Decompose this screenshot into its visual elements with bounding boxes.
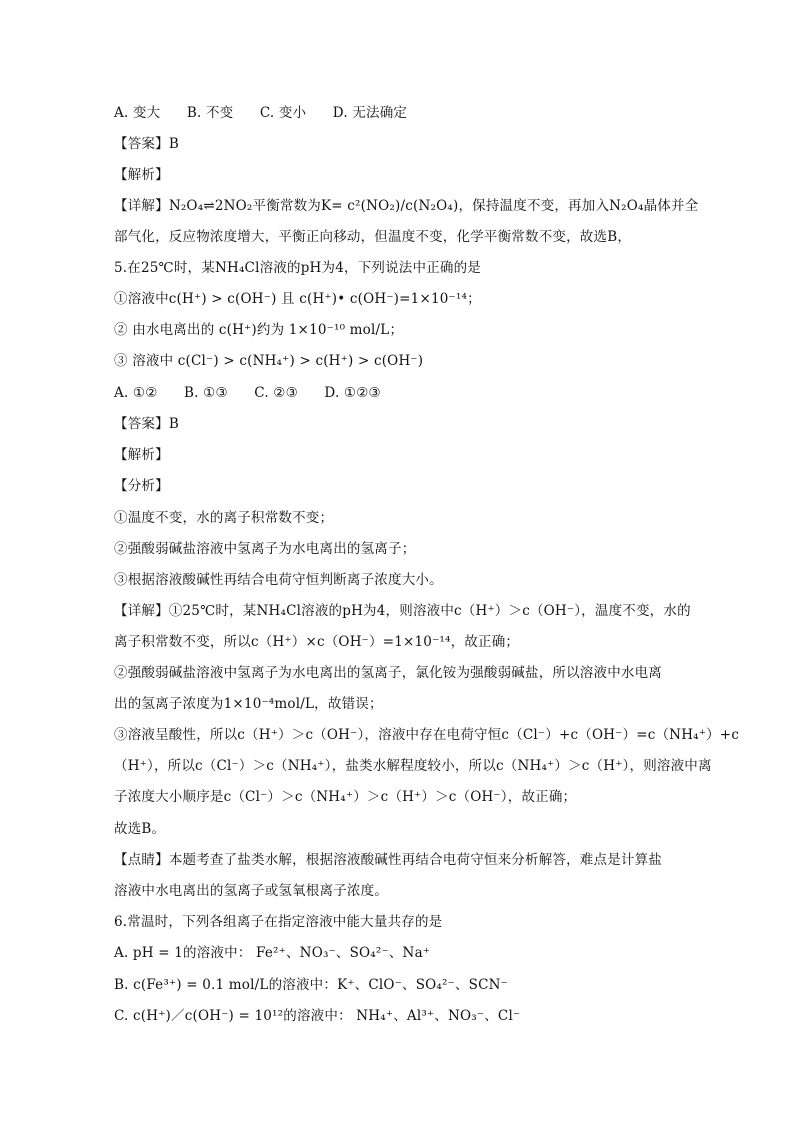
q4-option-d: D. 无法确定: [332, 105, 408, 121]
q6-option-b: B. c(Fe³⁺) = 0.1 mol/L的溶液中：K⁺、ClO⁻、SO₄²⁻、SCN⁻: [114, 977, 509, 993]
q4-answer-value: B: [168, 136, 179, 152]
q5-option-a: A. ①②: [114, 385, 158, 401]
q5-analysis-2: ②强酸弱碱盐溶液中氢离子为水电离出的氢离子；: [114, 541, 416, 557]
q4-detail-line-2: 部气化，反应物浓度增大，平衡正向移动，但温度不变，化学平衡常数不变，故选B，: [114, 229, 632, 245]
q5-statement-3: ③ 溶液中 c(Cl⁻) > c(NH₄⁺) > c(H⁺) > c(OH⁻): [114, 353, 424, 369]
q4-detail-line-1: [114, 197, 754, 215]
q5-detail-line-8: 故选B。: [114, 821, 166, 837]
q6-option-c: C. c(H⁺)／c(OH⁻) = 10¹²的溶液中： NH₄⁺、Al³⁺、NO₃⁻、Cl⁻: [114, 1008, 521, 1024]
q5-detail-line-4: 出的氢离子浓度为1×10⁻⁴mol/L，故错误；: [114, 696, 383, 712]
q5-options-row: [114, 384, 754, 402]
q5-stem: 5.在25℃时，某NH₄Cl溶液的pH为4，下列说法中正确的是: [114, 260, 482, 276]
q4-option-b: B. 不变: [186, 105, 234, 121]
q5-analysis-tag: 【解析】: [114, 447, 169, 463]
q5-analysis-1: ①温度不变，水的离子积常数不变；: [114, 510, 334, 526]
q4-detail-tag: 【详解】: [114, 198, 169, 214]
q5-analysis-3: ③根据溶液酸碱性再结合电荷守恒判断离子浓度大小。: [114, 572, 443, 588]
q6-option-a: A. pH = 1的溶液中： Fe²⁺、NO₃⁻、SO₄²⁻、Na⁺: [114, 945, 431, 961]
q5-detail-line-3: ②强酸弱碱盐溶液中氢离子为水电离出的氢离子，氯化铵为强酸弱碱盐，所以溶液中水电离: [114, 665, 662, 681]
q5-detail-line-5: ③溶液呈酸性，所以c（H⁺）＞c（OH⁻），溶液中存在电荷守恒c（Cl⁻）+c（OH⁻）=c（NH₄⁺）+c: [114, 727, 740, 743]
q5-option-b: B. ①③: [184, 385, 228, 401]
q5-detail-tag: 【详解】: [114, 603, 169, 619]
q5-point-line-2: 溶液中水电离出的氢离子或氢氧根离子浓度。: [114, 883, 388, 899]
q5-answer-value: B: [168, 416, 179, 432]
q4-analysis-tag: 【解析】: [114, 167, 169, 183]
q5-statement-1: ①溶液中c(H⁺) > c(OH⁻) 且 c(H⁺)• c(OH⁻)=1×10⁻¹⁴；: [114, 291, 481, 307]
q4-option-c: C. 变小: [259, 105, 307, 121]
q5-detail-line-6: （H⁺），所以c（Cl⁻）＞c（NH₄⁺），盐类水解程度较小，所以c（NH₄⁺）＞c（H⁺），则溶液中离: [114, 758, 712, 774]
q5-answer-line: [114, 415, 754, 433]
q4-detail-text-1: N₂O₄⇌2NO₂平衡常数为K= c²(NO₂)/c(N₂O₄)，保持温度不变，再加入N₂O₄晶体并全: [168, 198, 699, 214]
q5-detail-line-7: 子浓度大小顺序是c（Cl⁻）＞c（NH₄⁺）＞c（H⁺）＞c（OH⁻），故正确；: [114, 789, 577, 805]
q6-stem: 6.常温时，下列各组离子在指定溶液中能大量共存的是: [114, 914, 443, 930]
q4-answer-tag: 【答案】: [114, 136, 169, 152]
q5-option-c: C. ②③: [254, 385, 298, 401]
q5-detail-line-2: 离子积常数不变，所以c（H⁺）×c（OH⁻）=1×10⁻¹⁴，故正确；: [114, 634, 520, 650]
q5-detail-line-1: [114, 602, 754, 620]
q4-options-row: [114, 104, 754, 122]
q5-point-text-1: 本题考查了盐类水解，根据溶液酸碱性再结合电荷守恒来分析解答，难点是计算盐: [168, 852, 663, 868]
q5-detail-text-1: ①25℃时，某NH₄Cl溶液的pH为4，则溶液中c（H⁺）＞c（OH⁻），温度不变，水的: [168, 603, 691, 619]
q4-answer-line: [114, 135, 754, 153]
q5-answer-tag: 【答案】: [114, 416, 169, 432]
q5-statement-2: ② 由水电离出的 c(H⁺)约为 1×10⁻¹⁰ mol/L；: [114, 322, 404, 338]
q5-option-d: D. ①②③: [324, 385, 381, 401]
q5-point-line-1: [114, 851, 754, 869]
q4-option-a: A. 变大: [114, 105, 161, 121]
q5-fenxi-tag: 【分析】: [114, 478, 169, 494]
q5-point-tag: 【点睛】: [114, 852, 169, 868]
